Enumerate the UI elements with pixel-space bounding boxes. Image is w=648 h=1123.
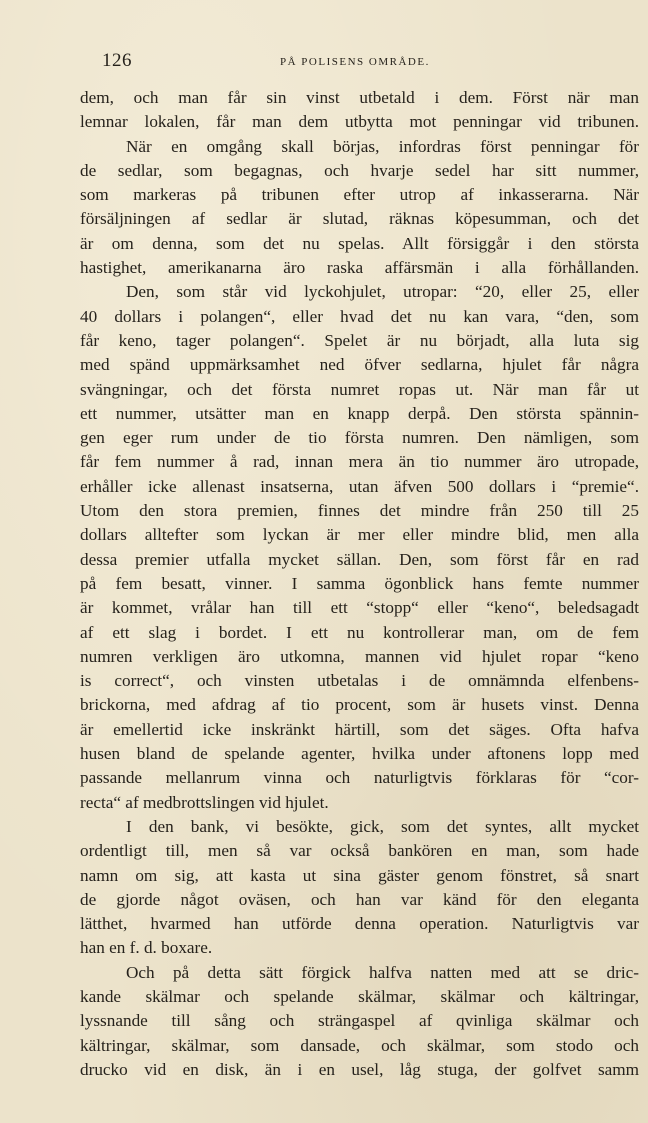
- text-line: han en f. d. boxare.: [80, 938, 213, 958]
- body-text: [80, 86, 639, 1082]
- text-line: af ett slag i bordet. I ett nu kontrollerar man, om de fem: [80, 622, 639, 642]
- text-line: lemnar lokalen, får man dem utbytta mot penningar vid tribunen.: [80, 112, 639, 132]
- text-line: försäljningen af sedlar är slutad, räknas köpesumman, och det: [80, 209, 639, 229]
- text-line: är om denna, som det nu spelas. Allt försiggår i den största: [80, 233, 639, 253]
- text-line: numren verkligen äro utkomna, mannen vid hjulet ropar “keno: [80, 646, 639, 666]
- text-line: ett nummer, utsätter man en knapp derpå. Den största spännin-: [80, 403, 639, 423]
- text-line: drucko vid en disk, än i en usel, låg stuga, der golfvet samm: [80, 1059, 639, 1079]
- text-line: brickorna, med afdrag af tio procent, som är husets vinst. Denna: [80, 695, 639, 715]
- running-head: [80, 50, 640, 74]
- text-line: lätthet, hvarmed han utförde denna operation. Naturligtvis var: [80, 914, 639, 934]
- text-line: dessa premier utfalla mycket sällan. Den, som först får en rad: [80, 549, 639, 569]
- text-line: får fem nummer å rad, innan mera än tio nummer äro utropade,: [80, 452, 639, 472]
- text-line: Utom den stora premien, finnes det mindre från 250 till 25: [80, 501, 639, 521]
- text-line: När en omgång skall börjas, infordras först penningar för: [126, 136, 639, 156]
- text-line: svängningar, och det första numret ropas ut. När man får ut: [80, 379, 639, 399]
- text-line: 40 dollars i polangen“, eller hvad det nu kan vara, “den, som: [80, 306, 639, 326]
- text-line: dollars alltefter som lyckan är mer eller mindre blid, men alla: [80, 525, 639, 545]
- text-line: dem, och man får sin vinst utbetald i dem. Först när man: [80, 88, 639, 107]
- page-number: 126: [102, 50, 132, 71]
- text-line: gen eger rum under de tio första numren. Den nämligen, som: [80, 428, 639, 448]
- running-title: PÅ POLISENS OMRÅDE.: [280, 56, 430, 68]
- text-line: de sedlar, som begagnas, och hvarje sedel har sitt nummer,: [80, 160, 639, 180]
- text-line: Och på detta sätt förgick halfva natten med att se dric-: [126, 962, 639, 982]
- text-line: är emellertid icke inskränkt härtill, som det säges. Ofta hafva: [80, 719, 639, 739]
- text-line: recta“ af medbrottslingen vid hjulet.: [80, 792, 329, 812]
- text-line: namn om sig, att kasta ut sina gäster genom fönstret, så snart: [80, 865, 639, 885]
- text-line: passande mellanrum vinna och naturligtvis förklaras för “cor-: [80, 768, 639, 788]
- text-line: Den, som står vid lyckohjulet, utropar: “20, eller 25, eller: [126, 282, 639, 302]
- text-line: erhåller icke allenast insatserna, utan äfven 500 dollars i “premie“.: [80, 476, 639, 496]
- text-line: på fem besatt, vinner. I samma ögonblick hans femte nummer: [80, 573, 639, 593]
- text-line: is correct“, och vinsten utbetalas i de omnämnda elfenbens-: [80, 671, 639, 691]
- text-line: kande skälmar och spelande skälmar, skälmar och kältringar,: [80, 986, 639, 1006]
- text-line: med spänd uppmärksamhet ned öfver sedlarna, hjulet får några: [80, 355, 639, 375]
- text-line: som markeras på tribunen efter utrop af inkasserarna. När: [80, 185, 639, 205]
- text-line: de gjorde något oväsen, och han var känd för den eleganta: [80, 889, 639, 909]
- text-line: I den bank, vi besökte, gick, som det syntes, allt mycket: [126, 816, 639, 836]
- text-line: ordentligt till, men så var också bankören en man, som hade: [80, 841, 639, 861]
- text-line: är kommet, vrålar han till ett “stopp“ eller “keno“, beledsagadt: [80, 598, 639, 618]
- text-line: hastighet, amerikanarna äro raska affärsmän i alla förhållanden.: [80, 258, 639, 278]
- text-line: kältringar, skälmar, som dansade, och skälmar, som stodo och: [80, 1035, 639, 1055]
- text-line: lyssnande till sång och strängaspel af qvinliga skälmar och: [80, 1011, 639, 1031]
- text-line: får keno, tager polangen“. Spelet är nu börjadt, alla luta sig: [80, 330, 639, 350]
- text-line: husen bland de spelande agenter, hvilka under aftonens lopp med: [80, 744, 639, 764]
